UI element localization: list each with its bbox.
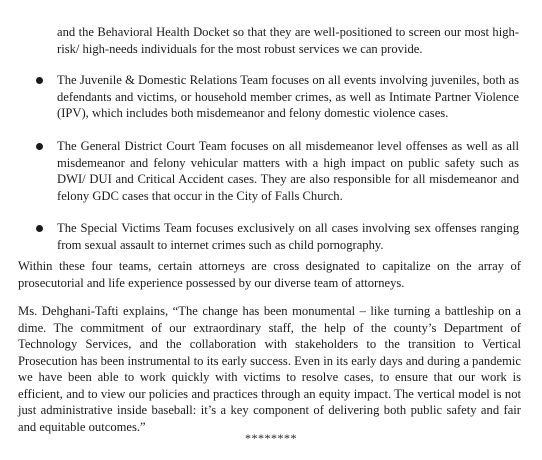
teams-paragraph: Within these four teams, certain attorneys are cross designated to capitalize on the array of prosecutorial and life experience possessed by our diverse team of attorneys. bbox=[18, 259, 521, 290]
bullet-general-district-team: The General District Court Team focuses on all misdemeanor level offenses as well as all misdemeanor and felony vehicular matters with a high impact on public safety such as DWI/ DUI and Critical Accident cases. They are also responsible for all misdemeanor and felony GDC cases that occur in the City of Falls Church. bbox=[57, 139, 519, 203]
bullet-juvenile-team: The Juvenile & Domestic Relations Team focuses on all events involving juveniles, both as defendants and victims, or household member crimes, as well as Intimate Partner Violence (IPV), which includes both misdemeanor and felony domestic violence cases. bbox=[57, 73, 519, 120]
continuation-paragraph: and the Behavioral Health Docket so that they are well-positioned to screen our most high-risk/ high-needs individuals for the most robust services we can provide. bbox=[57, 25, 519, 56]
section-separator: ******** bbox=[245, 431, 297, 445]
bullet-dot-icon bbox=[36, 225, 43, 232]
bullet-dot-icon bbox=[36, 143, 43, 150]
quote-paragraph: Ms. Dehghani-Tafti explains, “The change has been monumental – like turning a battleship on a dime. The commitment of our extraordinary staff, the help of the county’s Department of Technology Services, and the collaboration with stakeholders to the transition to Vertical Prosecution has been instrumental to its early success. Even in its early days and during a pandemic we have been able to work quickly with victims to resolve cases, to ensure that our work is efficient, and to view our policies and practices through an equity impact. The vertical model is not just administrative inside baseball: it’s a key component of delivering both public safety and fair and equitable outcomes.” bbox=[18, 304, 521, 434]
bullet-dot-icon bbox=[36, 77, 43, 84]
bullet-special-victims-team: The Special Victims Team focuses exclusively on all cases involving sex offenses ranging from sexual assault to internet crimes such as child pornography. bbox=[57, 221, 519, 252]
